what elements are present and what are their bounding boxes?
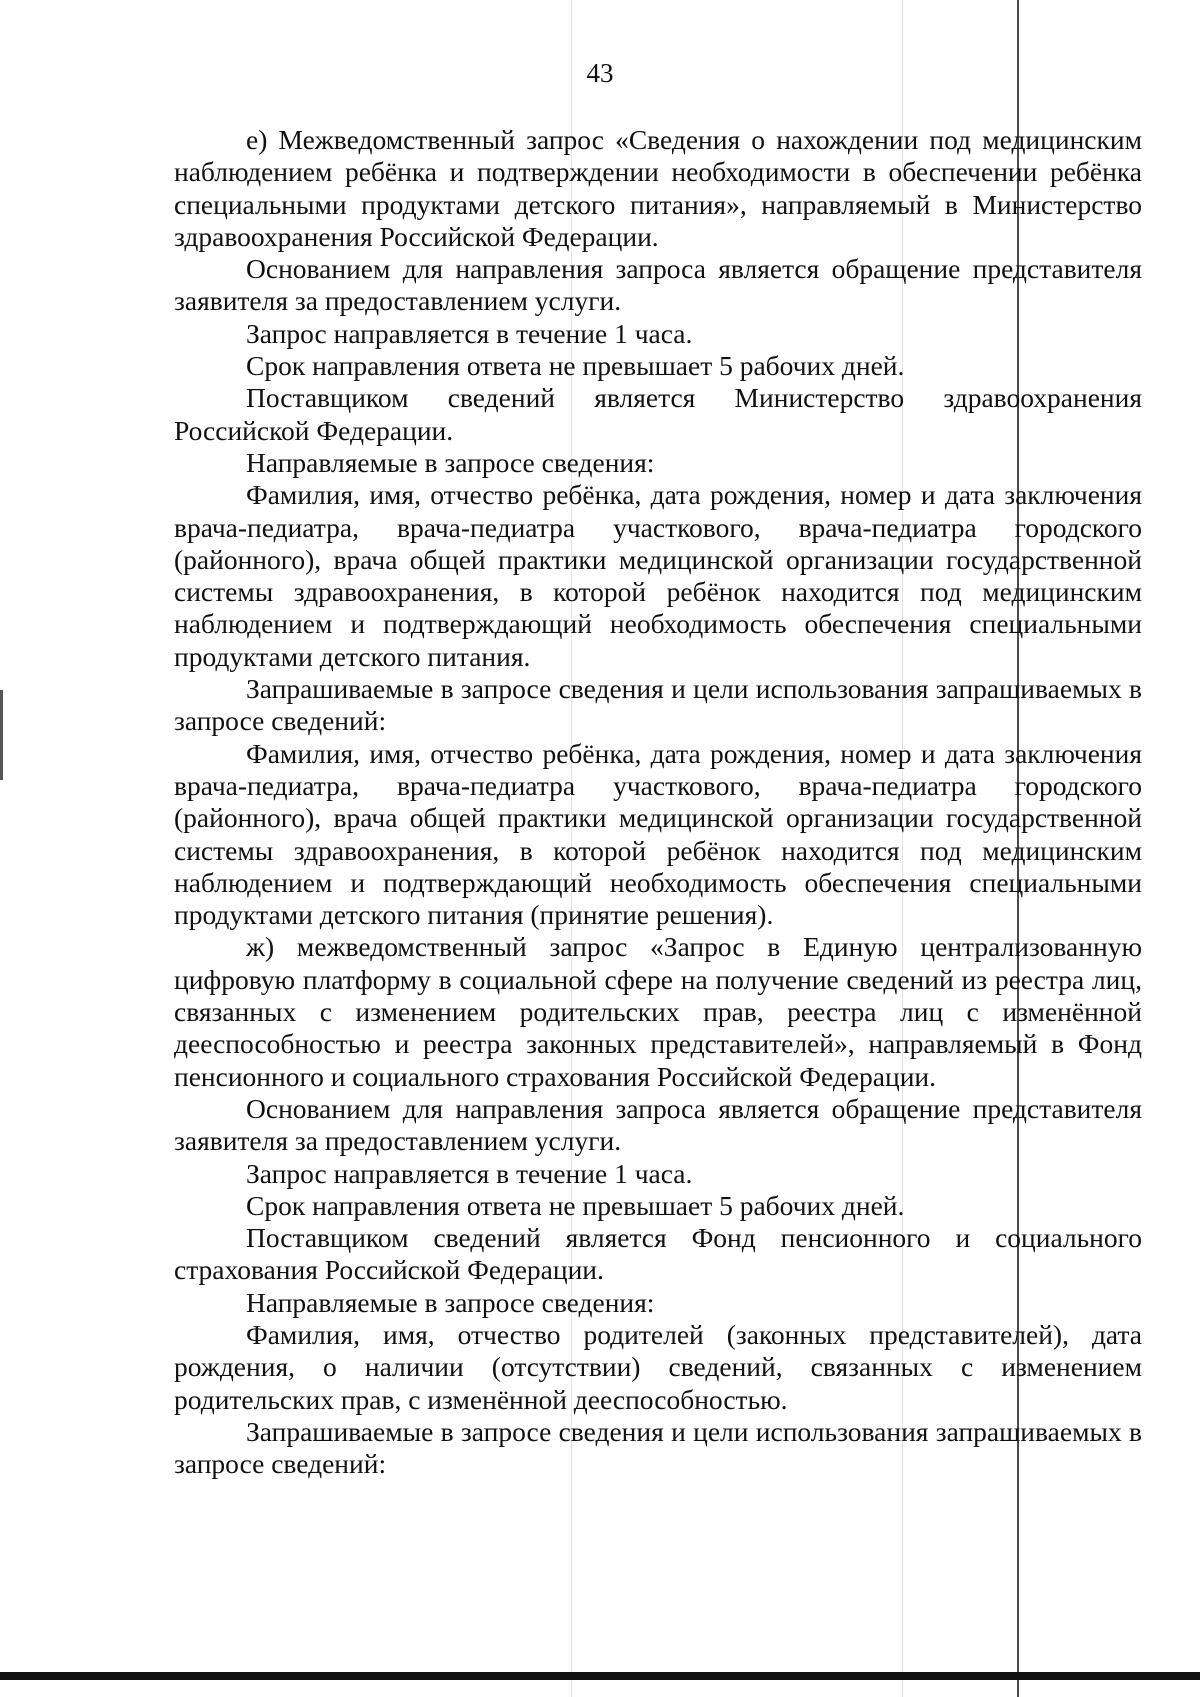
document-body [174,124,1142,1480]
paragraph-sent-data: Фамилия, имя, отчество родителей (законных представителей), дата рождения, о наличии (отсутствии) сведений, связанных с изменением родительских прав, с изменённой дееспособностью. [174,1318,1142,1415]
scan-artifact-mark [0,690,3,780]
paragraph-sent-data-heading: Направляемые в запросе сведения: [246,446,655,478]
paragraph-request-e-title: е) Межведомственный запрос «Сведения о нахождении под медицинским наблюдением ребёнка и подтверждении необходимости в обеспечении ребёнка специальными продуктами детского питания», направляемый в Министерство здравоохранения Российской Федерации. [174,124,1142,252]
paragraph-provider: Поставщиком сведений является Министерство здравоохранения Российской Федерации. [174,382,1142,446]
scan-artifact-bar [0,1672,1200,1680]
paragraph-requested-data-heading: Запрашиваемые в запросе сведения и цели использования запрашиваемых в запросе сведений: [174,1415,1142,1480]
paragraph-provider: Поставщиком сведений является Фонд пенсионного и социального страхования Российской Федерации. [174,1222,1142,1286]
paragraph-request-timing: Запрос направляется в течение 1 часа. [246,317,693,349]
paragraph-request-basis: Основанием для направления запроса является обращение представителя заявителя за предоставлением услуги. [174,253,1142,317]
paragraph-requested-data: Фамилия, имя, отчество ребёнка, дата рождения, номер и дата заключения врача-педиатра, врача-педиатра участкового, врача-педиатра городского (районного), врача общей практики медицинской организации государственной системы здравоохранения, в которой ребёнок находится под медицинским наблюдением и подтверждающий необходимость обеспечения специальными продуктами детского питания (принятие решения). [174,737,1142,931]
paragraph-sent-data: Фамилия, имя, отчество ребёнка, дата рождения, номер и дата заключения врача-педиатра, врача-педиатра участкового, врача-педиатра городского (районного), врача общей практики медицинской организации государственной системы здравоохранения, в которой ребёнок находится под медицинским наблюдением и подтверждающий необходимость обеспечения специальными продуктами детского питания. [174,479,1142,672]
paragraph-sent-data-heading: Направляемые в запросе сведения: [246,1286,655,1318]
paragraph-response-deadline: Срок направления ответа не превышает 5 рабочих дней. [246,350,905,382]
page-number: 43 [586,58,614,88]
paragraph-request-timing: Запрос направляется в течение 1 часа. [246,1157,693,1189]
paragraph-request-zh-title: ж) межведомственный запрос «Запрос в Единую централизованную цифровую платформу в социальной сфере на получение сведений из реестра лиц, связанных с изменением родительских прав, реестра лиц с изменённой дееспособностью и реестра законных представителей», направляемый в Фонд пенсионного и социального страхования Российской Федерации. [174,931,1142,1092]
paragraph-requested-data-heading: Запрашиваемые в запросе сведения и цели использования запрашиваемых в запросе сведений: [174,673,1142,737]
paragraph-response-deadline: Срок направления ответа не превышает 5 рабочих дней. [246,1189,905,1221]
paragraph-request-basis: Основанием для направления запроса является обращение представителя заявителя за предоставлением услуги. [174,1092,1142,1157]
